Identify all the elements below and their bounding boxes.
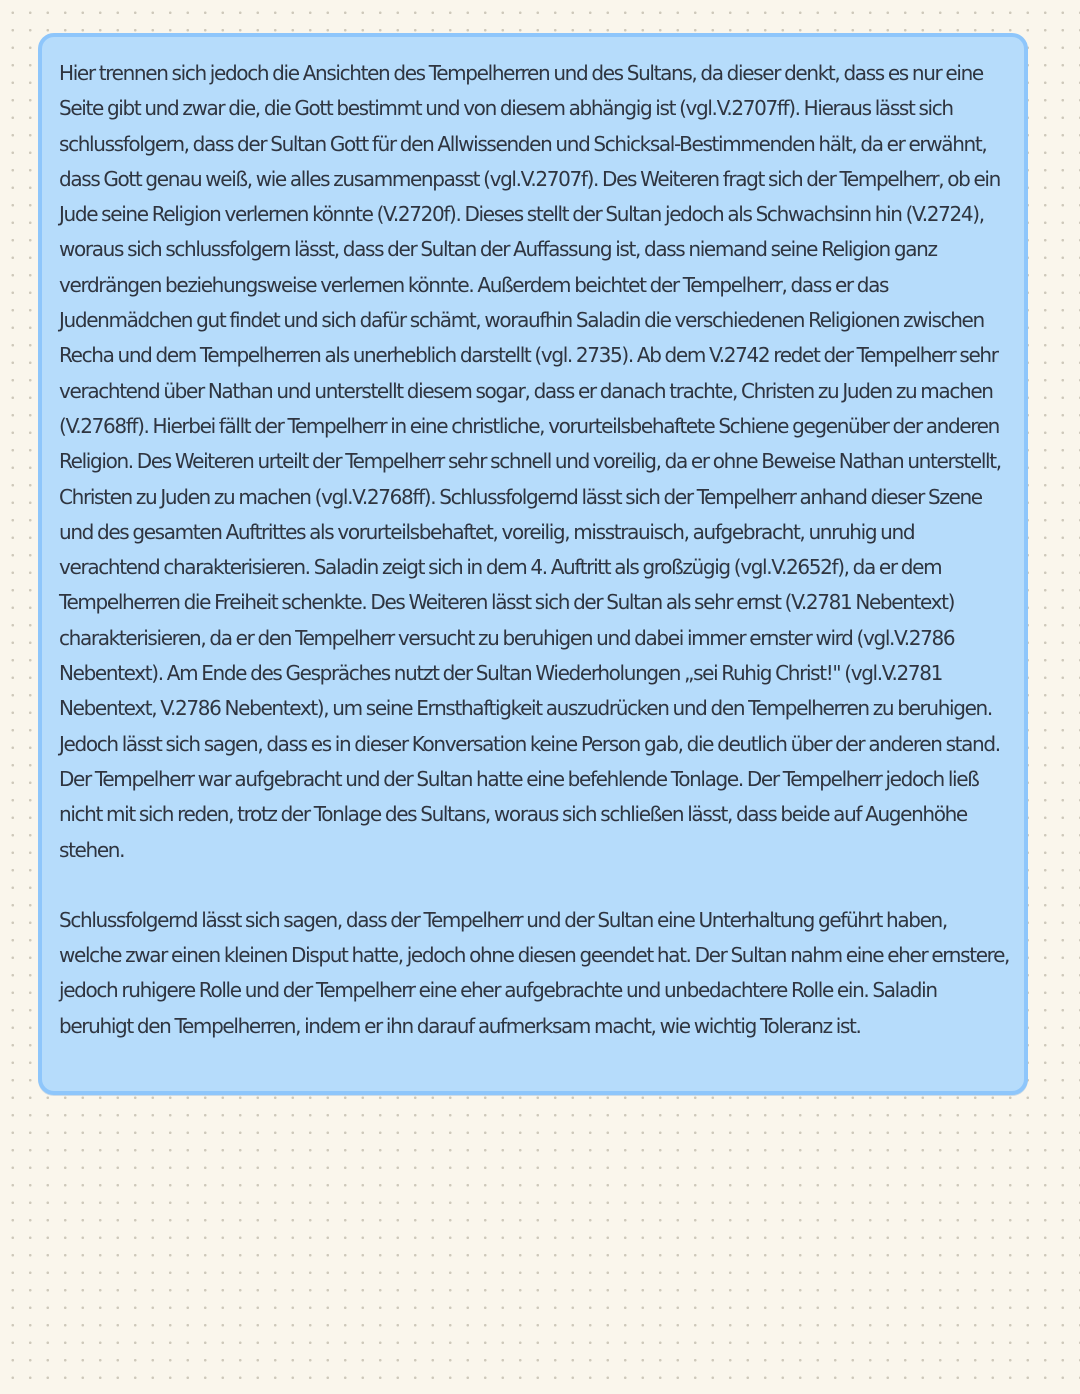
analysis-paragraph: Hier trennen sich jedoch die Ansichten des Tempelherren und des Sultans, da dieser denkt, dass es nur eine Seite gibt und zwar die, die Gott bestimmt und von diesem abhängig ist (vgl.V.2707ff). Hieraus lässt sich schlussfolgern, dass der Sultan Gott für den Allwissenden und Schicksal-Bestimmenden hält, da er erwähnt, dass Gott genau weiß, wie alles zusammenpasst (vgl.V.2707f). Des Weiteren fragt sich der Tempelherr, ob ein Jude seine Religion verlernen könnte (V.2720f). Dieses stellt der Sultan jedoch als Schwachsinn hin (V.2724), woraus sich schlussfolgern lässt, dass der Sultan der Auffassung ist, dass niemand seine Religion ganz verdrängen beziehungsweise verlernen könnte. Außerdem beichtet der Tempelherr, dass er das Judenmädchen gut findet und sich dafür schämt, woraufhin Saladin die verschiedenen Religionen zwischen Recha und dem Tempelherren als unerheblich darstellt (vgl. 2735). Ab dem V.2742 redet der Tempelherr sehr verachtend über Nathan und unterstellt diesem sogar, dass er danach trachte, Christen zu Juden zu machen (V.2768ff). Hierbei fällt der Tempelherr in eine christliche, vorurteilsbehaftete Schiene gegenüber der anderen Religion. Des Weiteren urteilt der Tempelherr sehr schnell und voreilig, da er ohne Beweise Nathan unterstellt, Christen zu Juden zu machen (vgl.V.2768ff). Schlussfolgernd lässt sich der Tempelherr anhand dieser Szene und des gesamten Auftrittes als vorurteilsbehaftet, voreilig, misstrauisch, aufgebracht, unruhig und verachtend charakterisieren. Saladin zeigt sich in dem 4. Auftritt als großzügig (vgl.V.2652f), da er dem Tempelherren die Freiheit schenkte. Des Weiteren lässt sich der Sultan als sehr ernst (V.2781 Nebentext) charakterisieren, da er den Tempelherr versucht zu beruhigen und dabei immer ernster wird (vgl.V.2786 Nebentext). Am Ende des Gespräches nutzt der Sultan Wiederholungen „sei Ruhig Christ!" (vgl.V.2781 Nebentext, V.2786 Nebentext), um seine Ernsthaftigkeit auszudrücken und den Tempelherren zu beruhigen. Jedoch lässt sich sagen, dass es in dieser Konversation keine Person gab, die deutlich über der anderen stand. Der Tempelherr war aufgebracht und der Sultan hatte eine befehlende Tonlage. Der Tempelherr jedoch ließ nicht mit sich reden, trotz der Tonlage des Sultans, woraus sich schließen lässt, dass beide auf Augenhöhe stehen. [59,61,1001,862]
note-card [38,33,1028,1095]
conclusion-paragraph: Schlussfolgernd lässt sich sagen, dass der Tempelherr und der Sultan eine Unterhaltung geführt haben, welche zwar einen kleinen Disput hatte, jedoch ohne diesen geendet hat. Der Sultan nahm eine eher ernstere, jedoch ruhigere Rolle und der Tempelherr eine eher aufgebrachte und unbedachtere Rolle ein. Saladin beruhigt den Tempelherren, indem er ihn darauf aufmerksam macht, wie wichtig Toleranz ist. [59,907,1010,1038]
